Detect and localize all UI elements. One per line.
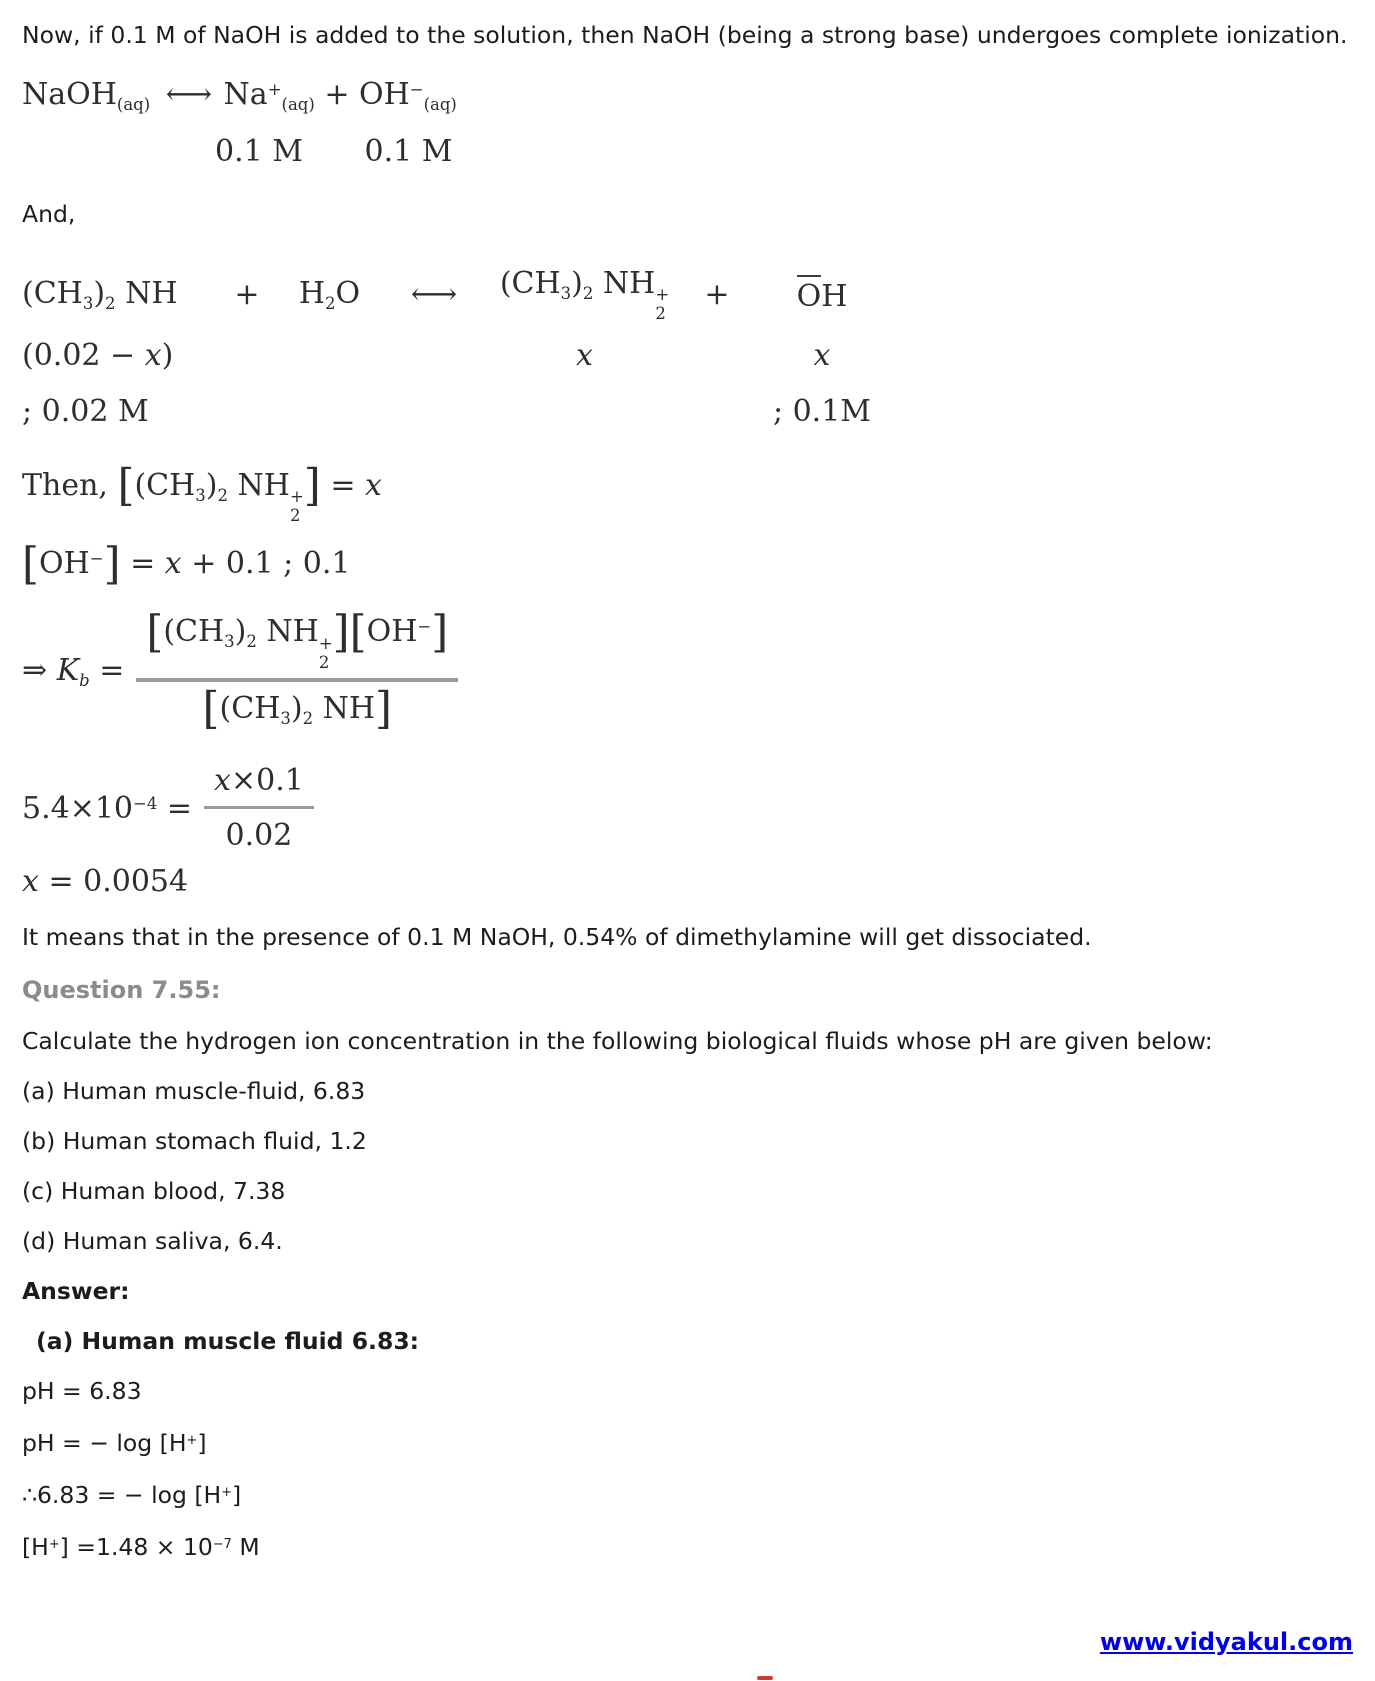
naoh-conc-oh: 0.1 M <box>364 133 453 169</box>
naoh-ionization-equation <box>22 64 1355 171</box>
kb-value-numerator: x×0.1 <box>204 761 314 809</box>
logo-fragment <box>757 1676 773 1680</box>
rx-ammonium: (CH3)2 NH + 2 <box>499 265 670 324</box>
rx-initial-amine: (0.02 − x) <box>22 338 174 374</box>
naoh-concentrations <box>22 133 1355 171</box>
ph-line-1: pH = 6.83 <box>22 1376 142 1405</box>
and-label: And, <box>22 199 76 228</box>
rx-plus-2: + <box>704 277 730 313</box>
rx-arrow: ←→ <box>410 277 454 313</box>
kb-denominator: [(CH3)2 NH] <box>202 684 393 735</box>
rx-x-ammonium: x <box>576 338 593 374</box>
question-item-d: (d) Human saliva, 6.4. <box>22 1226 283 1255</box>
intro-paragraph: Now, if 0.1 M of NaOH is added to the solution, then NaOH (being a strong base) undergoes complete ionization. <box>22 21 1348 49</box>
dimethylamine-equilibrium <box>22 265 1355 437</box>
rx-x-hydroxide: x <box>813 338 831 374</box>
rx-amine: (CH3)2 NH <box>22 276 178 314</box>
then-ammonium-equals-x: Then, [(CH3)2 NH + 2 ] = x <box>22 461 382 526</box>
footer-link[interactable]: www.vidyakul.com <box>1099 1628 1353 1656</box>
answer-heading: Answer: <box>22 1276 130 1305</box>
kb-value-lhs: $5.4\times 10^{-4}$ = <box>22 790 193 826</box>
naoh-equation-line: NaOH(aq) ←→ Na+(aq) + OH−(aq) <box>22 77 457 114</box>
kb-fraction <box>136 603 458 738</box>
naoh-conc-na: 0.1 M <box>215 133 303 169</box>
kb-value-fraction <box>204 761 314 856</box>
x-result: x = 0.0054 <box>22 863 189 899</box>
question-item-c: (c) Human blood, 7.38 <box>22 1176 286 1205</box>
conclusion-paragraph: It means that in the presence of 0.1 M NaOH, 0.54% of dimethylamine will get dissociated. <box>22 922 1092 951</box>
part-a-heading: (a) Human muscle fluid 6.83: <box>36 1326 420 1355</box>
ph-line-4: $[H^+] =1.48 \times 10^{-7}$ M <box>22 1532 260 1561</box>
kb-value-denominator: 0.02 <box>225 817 293 853</box>
rx-plus-1: + <box>234 277 260 313</box>
rx-conc-amine: ; 0.02 M <box>22 394 149 430</box>
oh-concentration-line: [OH−] = x + 0.1 ; 0.1 <box>22 539 351 590</box>
kb-expression <box>22 603 1355 738</box>
question-item-b: (b) Human stomach fluid, 1.2 <box>22 1126 367 1155</box>
question-item-a: (a) Human muscle-fluid, 6.83 <box>22 1076 366 1105</box>
ph-line-2: pH = − log [H+] <box>22 1428 207 1457</box>
question-body: Calculate the hydrogen ion concentration in the following biological fluids whose pH are given below: <box>22 1026 1213 1055</box>
question-heading: Question 7.55: <box>22 975 221 1004</box>
rx-water: H2O <box>298 276 361 314</box>
rx-hydroxide: OH <box>752 275 892 314</box>
kb-value-equation <box>22 761 1355 856</box>
kb-numerator: [(CH3)2 NH + 2 ][OH−] <box>136 603 458 681</box>
ph-line-3: ∴6.83 = − log [H+] <box>22 1480 242 1509</box>
kb-lhs: ⇒ Kb = <box>22 652 125 690</box>
rx-conc-hydroxide: ; 0.1M <box>772 394 872 430</box>
